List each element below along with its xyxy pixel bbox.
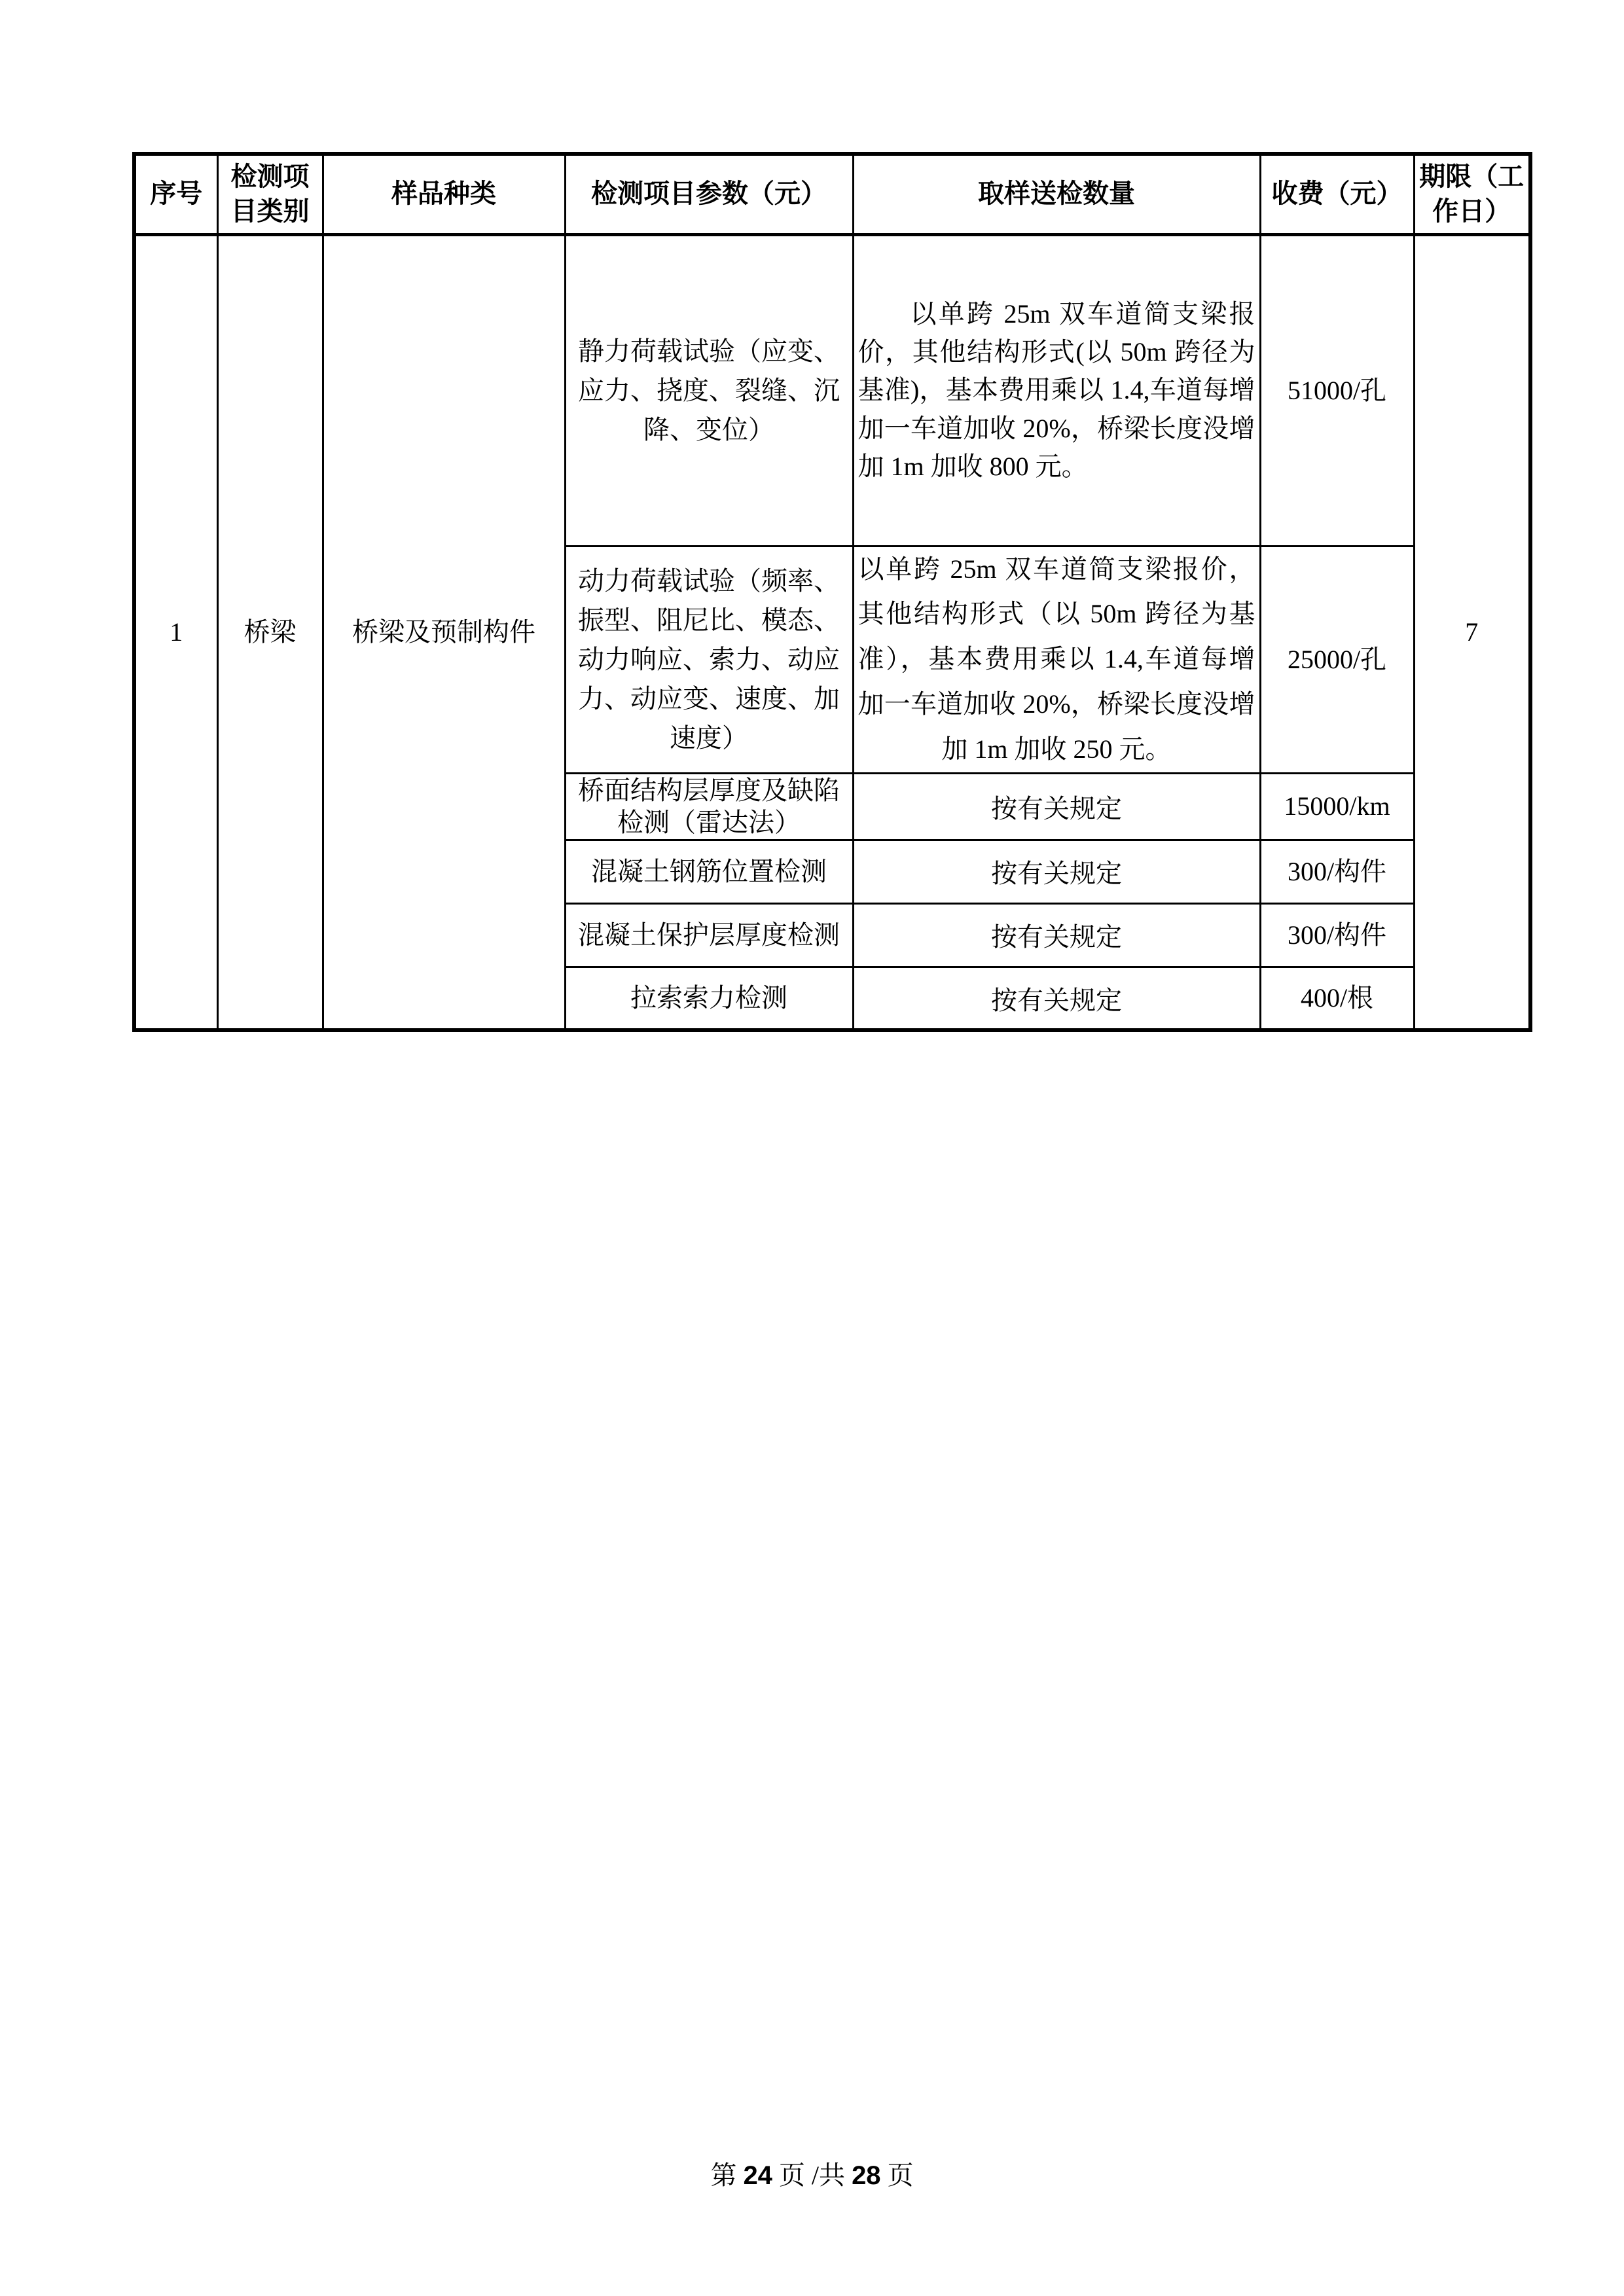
cell-param-cover-thickness: 混凝土保护层厚度检测 xyxy=(565,903,853,967)
cell-param-cable-force: 拉索索力检测 xyxy=(565,967,853,1030)
cell-param-dynamic-load-test: 动力荷载试验（频率、振型、阻尼比、模态、动力响应、索力、动应力、动应变、速度、加速度） xyxy=(565,546,853,773)
header-cell-category: 检测项目类别 xyxy=(217,154,323,234)
header-cell-sample: 样品种类 xyxy=(323,154,565,234)
footer-prefix: 第 xyxy=(710,2161,737,2190)
cell-quantity-dynamic-load-test xyxy=(853,546,1260,773)
cell-quantity-static-load-test xyxy=(853,234,1260,546)
cell-param-rebar-position: 混凝土钢筋位置检测 xyxy=(565,840,853,903)
header-cell-quantity: 取样送检数量 xyxy=(853,154,1260,234)
page-footer xyxy=(0,2155,1624,2192)
table-header-row xyxy=(134,154,1530,234)
footer-total-pages: 28 xyxy=(852,2161,881,2190)
cell-param-deck-thickness-radar: 桥面结构层厚度及缺陷检测（雷达法） xyxy=(565,773,853,840)
cell-fee-deck-thickness-radar: 15000/km xyxy=(1260,773,1414,840)
cell-serial-number: 1 xyxy=(134,234,217,1030)
cell-quantity-cover-thickness: 按有关规定 xyxy=(853,903,1260,967)
footer-page-number: 24 xyxy=(743,2161,772,2190)
footer-middle: 页 /共 xyxy=(778,2161,846,2190)
header-cell-fee: 收费（元） xyxy=(1260,154,1414,234)
cell-sample-type: 桥梁及预制构件 xyxy=(323,234,565,1030)
cell-test-category: 桥梁 xyxy=(217,234,323,1030)
table-row xyxy=(134,234,1530,546)
cell-fee-cover-thickness: 300/构件 xyxy=(1260,903,1414,967)
cell-quantity-rebar-position: 按有关规定 xyxy=(853,840,1260,903)
cell-quantity-cable-force: 按有关规定 xyxy=(853,967,1260,1030)
cell-fee-cable-force: 400/根 xyxy=(1260,967,1414,1030)
cell-param-static-load-test: 静力荷载试验（应变、应力、挠度、裂缝、沉降、变位） xyxy=(565,234,853,546)
footer-suffix: 页 xyxy=(887,2161,914,2190)
header-cell-param: 检测项目参数（元） xyxy=(565,154,853,234)
cell-fee-static-load-test: 51000/孔 xyxy=(1260,234,1414,546)
cell-fee-dynamic-load-test: 25000/孔 xyxy=(1260,546,1414,773)
header-cell-deadline: 期限（工作日） xyxy=(1414,154,1530,234)
cell-quantity-deck-thickness-radar: 按有关规定 xyxy=(853,773,1260,840)
cell-fee-rebar-position: 300/构件 xyxy=(1260,840,1414,903)
quantity-paragraph: 以单跨 25m 双车道简支梁报价，其他结构形式（以 50m 跨径为基准），基本费用乘以 1.4,车道每增加一车道加收 20%，桥梁长度没增加 1m 加收 250 元。 xyxy=(857,554,1255,764)
cell-deadline-days: 7 xyxy=(1414,234,1530,1030)
fee-schedule-table xyxy=(132,152,1532,1032)
header-cell-seq: 序号 xyxy=(134,154,217,234)
quantity-paragraph: 以单跨 25m 双车道简支梁报价，其他结构形式(以 50m 跨径为基准)，基本费用乘以 1.4,车道每增加一车道加收 20%，桥梁长度没增加 1m 加收 800 元。 xyxy=(857,298,1255,482)
